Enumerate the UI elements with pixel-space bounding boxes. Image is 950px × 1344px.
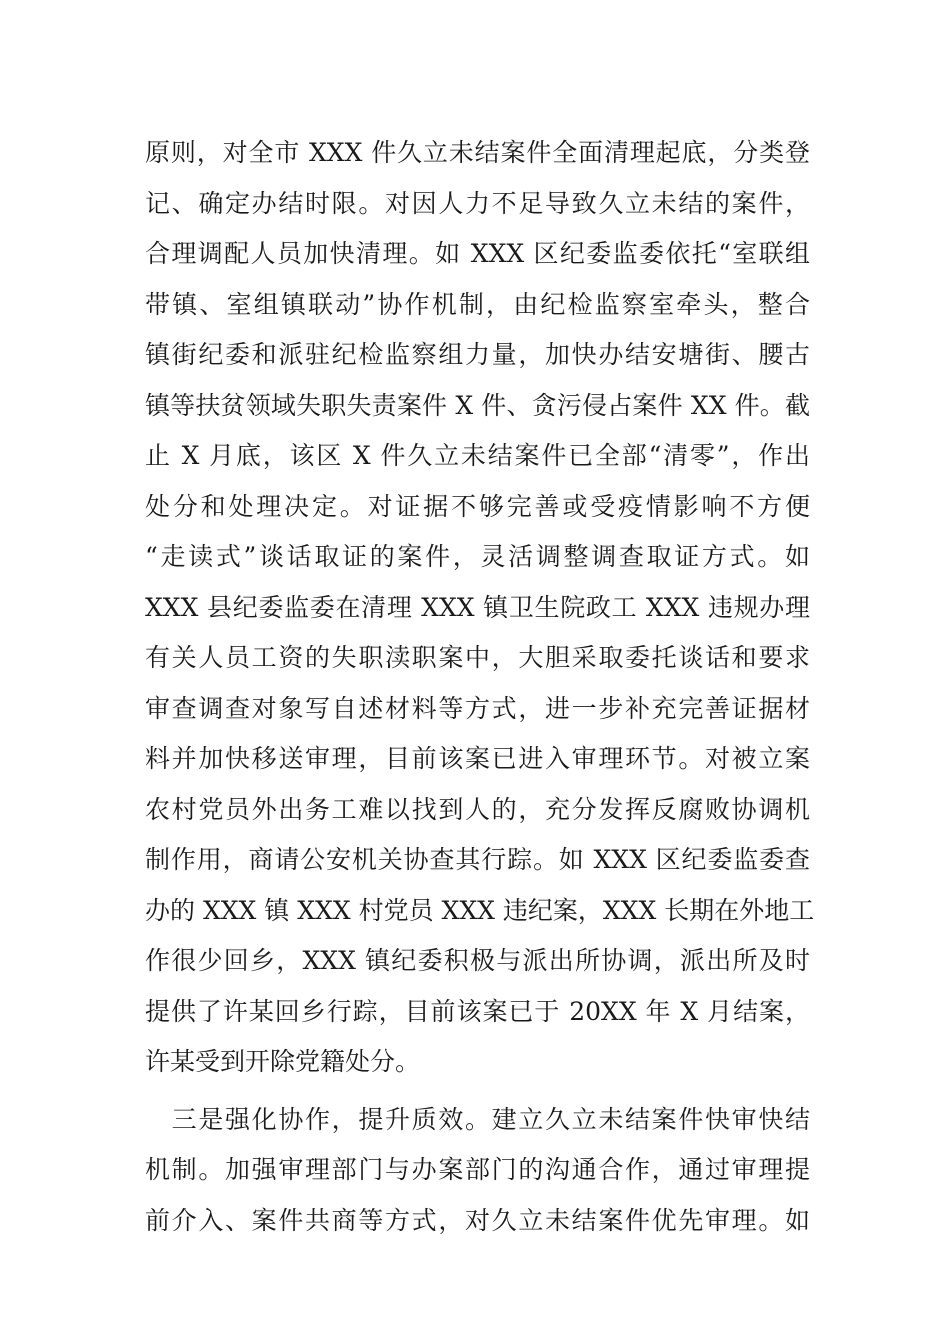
text-line: 审查调查对象写自述材料等方式，进一步补充完善证据材 [145,693,810,723]
text-line: 料并加快移送审理，目前该案已进入审理环节。对被立案 [145,744,810,773]
text-line: 机制。加强审理部门与办案部门的沟通合作，通过审理提 [145,1155,810,1184]
text-line: 止 X 月底，该区 X 件久立未结案件已全部“清零”，作出 [145,441,810,470]
text-line: 镇等扶贫领域失职失责案件 X 件、贪污侵占案件 XX 件。截 [145,390,810,420]
text-line: “走读式”谈话取证的案件，灵活调整调查取证方式。如 [145,542,810,571]
text-line: 处分和处理决定。对证据不够完善或受疫情影响不方便 [145,491,810,521]
paragraph-2 [145,1095,810,1247]
text-line: 前介入、案件共商等方式，对久立未结案件优先审理。如 [145,1205,810,1235]
text-line: XXX 县纪委监委在清理 XXX 镇卫生院政工 XXX 违规办理 [145,592,810,622]
text-line: 制作用，商请公安机关协查其行踪。如 XXX 区纪委监委查 [145,845,810,874]
text-line: 合理调配人员加快清理。如 XXX 区纪委监委依托“室联组 [145,239,810,268]
text-line: 作很少回乡，XXX 镇纪委积极与派出所协调，派出所及时 [145,946,810,975]
paragraph-gap [145,1088,810,1095]
text-line: 镇街纪委和派驻纪检监察组力量，加快办结安塘街、腰古 [145,340,810,369]
text-line: 农村党员外出务工难以找到人的，充分发挥反腐败协调机 [145,794,810,824]
text-line: 办的 XXX 镇 XXX 村党员 XXX 违纪案，XXX 长期在外地工 [145,895,815,925]
text-line: 带镇、室组镇联动”协作机制，由纪检监察室牵头，整合 [145,289,810,319]
paragraph-1 [145,128,815,1088]
text-line: 许某受到开除党籍处分。 [145,1047,421,1076]
document-body [145,128,815,1246]
text-line: 有关人员工资的失职渎职案中，大胆采取委托谈话和要求 [145,643,810,672]
text-line: 提供了许某回乡行踪，目前该案已于 20XX 年 X 月结案， [145,996,810,1026]
text-line: 三是强化协作，提升质效。建立久立未结案件快审快结 [145,1104,810,1134]
text-line: 原则，对全市 XXX 件久立未结案件全面清理起底，分类登 [145,138,810,167]
text-line: 记、确定办结时限。对因人力不足导致久立未结的案件， [145,188,810,218]
